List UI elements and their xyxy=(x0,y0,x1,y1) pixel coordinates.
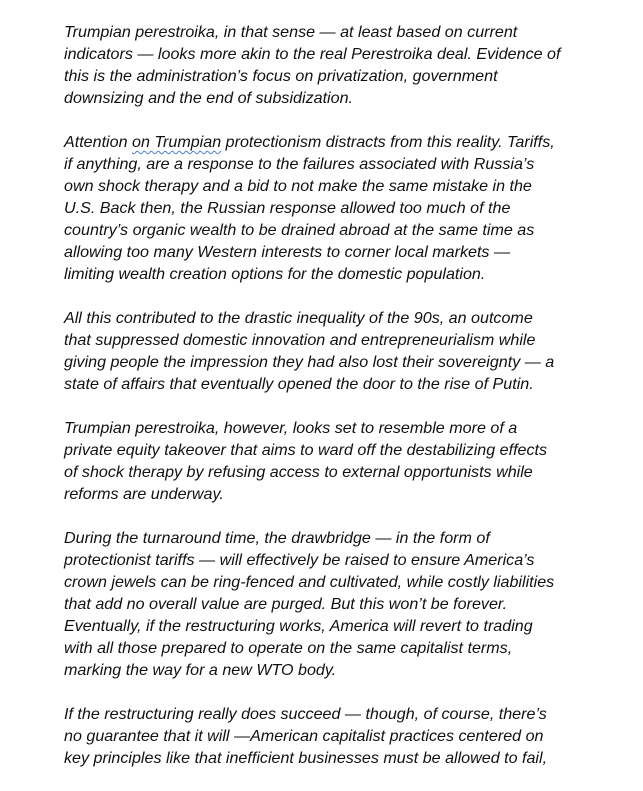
text-line: protectionist tariffs — will effectively be raised to ensure America’s xyxy=(64,551,535,569)
text-line: Trumpian perestroika, in that sense — at least based on current xyxy=(64,23,518,41)
text-line: If the restructuring really does succeed — though, of course, there’s xyxy=(64,705,547,723)
text-line: with all those prepared to operate on the same capitalist terms, xyxy=(64,639,513,657)
text-line: allowing too many Western interests to corner local markets — xyxy=(64,243,511,261)
text-line: of shock therapy by refusing access to external opportunists while xyxy=(64,463,533,481)
spellcheck-flagged-phrase[interactable]: on Trumpian xyxy=(132,133,222,151)
text-line: key principles like that inefficient businesses must be allowed to fail, xyxy=(64,749,548,767)
text-line xyxy=(64,131,584,153)
text-line: if anything, are a response to the failures associated with Russia’s xyxy=(64,155,535,173)
text-line: that suppressed domestic innovation and entrepreneurialism while xyxy=(64,331,536,349)
text-line: country’s organic wealth to be drained abroad at the same time as xyxy=(64,221,535,239)
text-line: marking the way for a new WTO body. xyxy=(64,661,337,679)
text-line: private equity takeover that aims to ward off the destabilizing effects xyxy=(64,441,548,459)
text-line: downsizing and the end of subsidization. xyxy=(64,89,353,107)
paragraph-5 xyxy=(64,527,584,681)
text-line: All this contributed to the drastic inequality of the 90s, an outcome xyxy=(64,309,533,327)
text-line: indicators — looks more akin to the real Perestroika deal. Evidence of xyxy=(64,45,561,63)
text-line: that add no overall value are purged. But this won’t be forever. xyxy=(64,595,508,613)
text-line: Trumpian perestroika, however, looks set to resemble more of a xyxy=(64,419,518,437)
paragraph-4 xyxy=(64,417,584,505)
paragraph-1 xyxy=(64,21,584,109)
text-line: limiting wealth creation options for the domestic population. xyxy=(64,265,486,283)
text-line: During the turnaround time, the drawbridge — in the form of xyxy=(64,529,490,547)
paragraph-6 xyxy=(64,703,584,769)
text-line: U.S. Back then, the Russian response allowed too much of the xyxy=(64,199,511,217)
text-line: state of affairs that eventually opened the door to the rise of Putin. xyxy=(64,375,534,393)
text-fragment: protectionism distracts from this reality. Tariffs, xyxy=(221,133,555,151)
text-line: giving people the impression they had also lost their sovereignty — a xyxy=(64,353,555,371)
paragraph-3 xyxy=(64,307,584,395)
text-line: crown jewels can be ring-fenced and cultivated, while costly liabilities xyxy=(64,573,555,591)
text-fragment: Attention xyxy=(64,133,132,151)
text-line: reforms are underway. xyxy=(64,485,224,503)
text-line: this is the administration’s focus on privatization, government xyxy=(64,67,498,85)
text-line: Eventually, if the restructuring works, America will revert to trading xyxy=(64,617,533,635)
text-line: no guarantee that it will —American capitalist practices centered on xyxy=(64,727,544,745)
paragraph-2 xyxy=(64,131,584,285)
document-body[interactable] xyxy=(64,21,584,791)
text-line: own shock therapy and a bid to not make the same mistake in the xyxy=(64,177,532,195)
